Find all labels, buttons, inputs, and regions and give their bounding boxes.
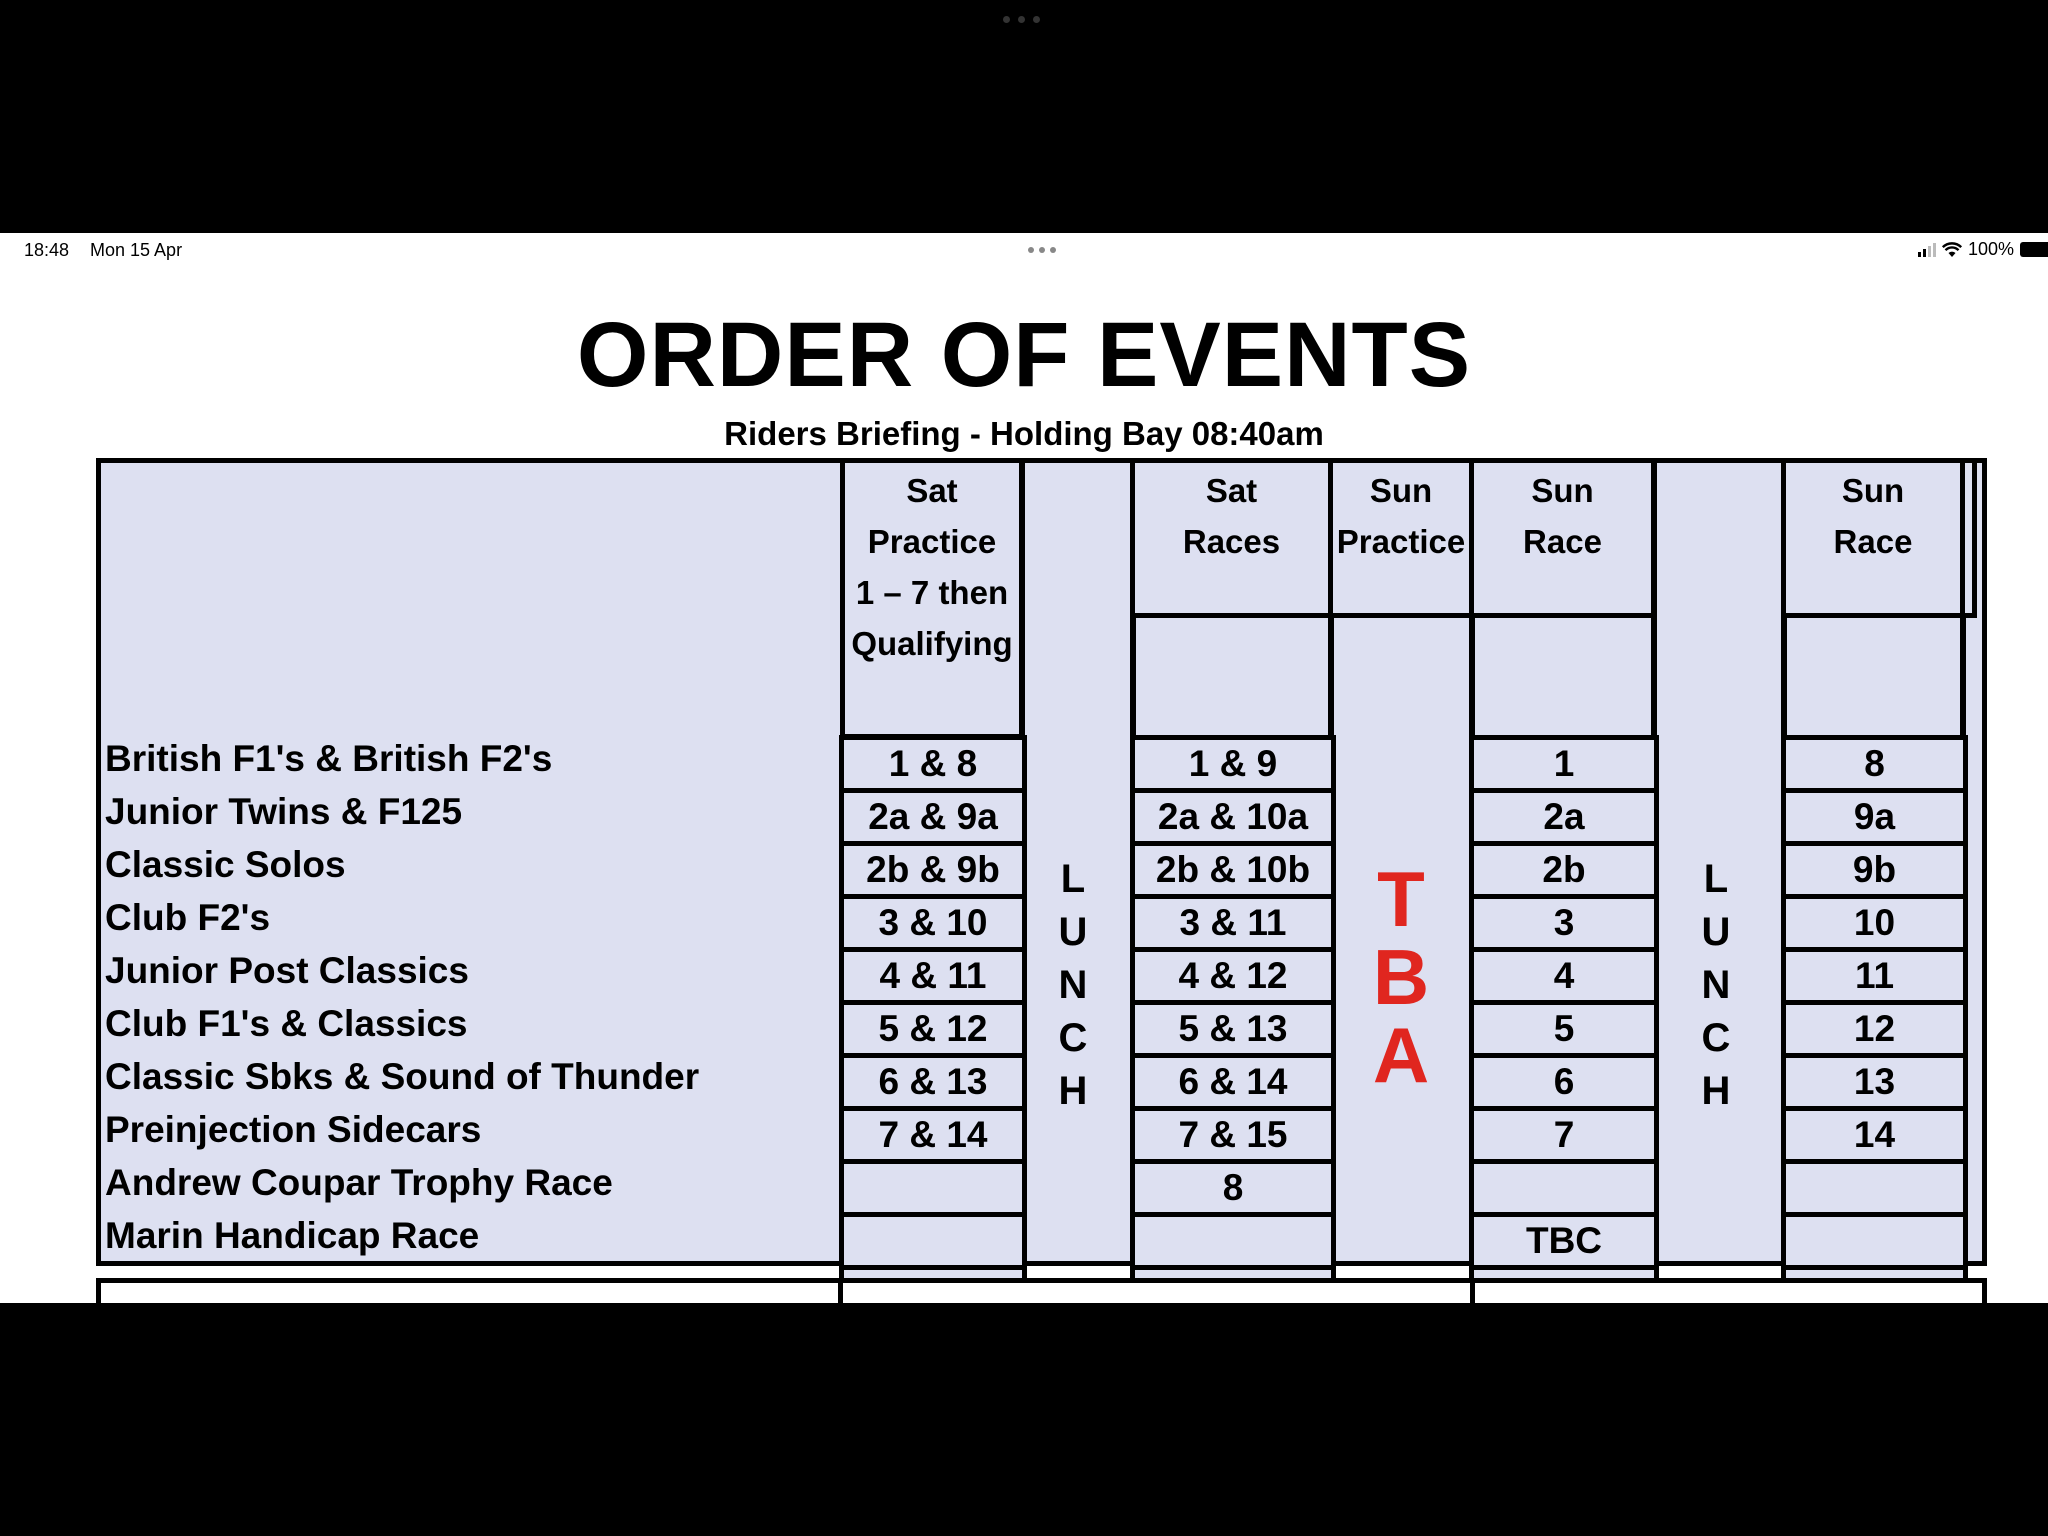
sat-practice-header: 1 – 7 then bbox=[855, 574, 1009, 611]
schedule-cell-sat-practice: 7 & 14 bbox=[839, 1106, 1027, 1164]
sat-races-header: Races bbox=[1182, 523, 1281, 560]
sun-practice-header: Practice bbox=[1336, 523, 1466, 560]
schedule-cell-sun-race-2 bbox=[1781, 1212, 1968, 1270]
schedule-cell-sun-race-1: 5 bbox=[1469, 1000, 1659, 1058]
status-time: 18:48 bbox=[24, 240, 70, 260]
lunch-label: H bbox=[1701, 1069, 1731, 1113]
schedule-cell-sat-races: 5 & 13 bbox=[1130, 1000, 1336, 1058]
battery-percent: 100% bbox=[1967, 239, 2014, 259]
schedule-cell-sat-practice: 4 & 11 bbox=[839, 947, 1027, 1005]
schedule-cell-sat-races: 2a & 10a bbox=[1130, 788, 1336, 846]
schedule-cell-sun-race-2: 10 bbox=[1781, 894, 1968, 952]
schedule-cell-sat-races: 2b & 10b bbox=[1130, 841, 1336, 899]
event-name: Andrew Coupar Trophy Race bbox=[105, 1162, 613, 1203]
status-bar bbox=[0, 233, 2048, 269]
schedule-cell-sat-practice: 5 & 12 bbox=[839, 1000, 1027, 1058]
schedule-cell-sun-race-2 bbox=[1781, 1159, 1968, 1217]
schedule-cell-sat-practice: 2b & 9b bbox=[839, 841, 1027, 899]
schedule-cell-sat-practice bbox=[839, 1212, 1027, 1270]
lunch-label: L bbox=[1703, 857, 1729, 901]
status-indicators bbox=[1918, 239, 2048, 260]
header-box bbox=[1960, 458, 1977, 618]
tba-label: T bbox=[1377, 855, 1425, 943]
app-screen bbox=[0, 233, 2048, 1303]
schedule-cell-sun-race-1: 3 bbox=[1469, 894, 1659, 952]
multitasking-handle[interactable] bbox=[1028, 247, 1056, 253]
events-table bbox=[96, 458, 1987, 1266]
lunch-label: C bbox=[1701, 1016, 1731, 1060]
event-name: Junior Post Classics bbox=[105, 950, 469, 991]
page-title: ORDER OF EVENTS bbox=[576, 304, 1472, 406]
lunch-label: U bbox=[1701, 910, 1731, 954]
sat-practice-header: Sat bbox=[906, 472, 958, 509]
event-name: British F1's & British F2's bbox=[105, 738, 553, 779]
schedule-cell-sat-races: 7 & 15 bbox=[1130, 1106, 1336, 1164]
sat-practice-header: Practice bbox=[867, 523, 997, 560]
page-subtitle: Riders Briefing - Holding Bay 08:40am bbox=[724, 415, 1324, 452]
schedule-cell-sun-race-2: 9b bbox=[1781, 841, 1968, 899]
top-handle bbox=[1003, 16, 1040, 23]
lunch-label: L bbox=[1060, 857, 1086, 901]
signal-icon bbox=[1918, 243, 1936, 257]
schedule-cell-sat-races: 6 & 14 bbox=[1130, 1053, 1336, 1111]
tba-label: B bbox=[1372, 933, 1430, 1021]
schedule-cell-sat-races bbox=[1130, 1212, 1336, 1270]
next-table-cell bbox=[96, 1278, 843, 1303]
schedule-cell-sun-race-1: 4 bbox=[1469, 947, 1659, 1005]
schedule-cell-sat-races: 3 & 11 bbox=[1130, 894, 1336, 952]
schedule-cell-sun-race-2: 8 bbox=[1781, 735, 1968, 793]
schedule-cell-sat-practice: 1 & 8 bbox=[839, 735, 1027, 793]
schedule-cell-sun-race-1: 2b bbox=[1469, 841, 1659, 899]
sun-race-header: Race bbox=[1523, 523, 1602, 560]
schedule-cell-sat-practice bbox=[839, 1159, 1027, 1217]
schedule-cell-sun-race-1: 1 bbox=[1469, 735, 1659, 793]
event-name: Club F2's bbox=[105, 897, 271, 938]
schedule-cell-sun-race-1: 6 bbox=[1469, 1053, 1659, 1111]
wifi-icon bbox=[1942, 242, 1962, 258]
schedule-cell-sat-races: 4 & 12 bbox=[1130, 947, 1336, 1005]
schedule-cell-sun-race-1 bbox=[1469, 1159, 1659, 1217]
schedule-cell-sat-races: 1 & 9 bbox=[1130, 735, 1336, 793]
lunch-label: U bbox=[1058, 910, 1088, 954]
schedule-cell-sat-practice: 3 & 10 bbox=[839, 894, 1027, 952]
event-name: Marin Handicap Race bbox=[105, 1215, 480, 1256]
status-date: Mon 15 Apr bbox=[90, 240, 183, 260]
lunch-label: N bbox=[1058, 963, 1088, 1007]
event-name: Club F1's & Classics bbox=[105, 1003, 468, 1044]
battery-icon bbox=[2020, 242, 2048, 257]
schedule-cell-sun-race-2: 14 bbox=[1781, 1106, 1968, 1164]
schedule-cell-sat-practice: 6 & 13 bbox=[839, 1053, 1027, 1111]
sat-practice-header: Qualifying bbox=[851, 625, 1013, 662]
lunch-label: H bbox=[1058, 1069, 1088, 1113]
schedule-cell-sun-race-2: 12 bbox=[1781, 1000, 1968, 1058]
next-table-cell bbox=[838, 1278, 1475, 1303]
lunch-label: C bbox=[1058, 1016, 1088, 1060]
schedule-cell-sun-race-1: 2a bbox=[1469, 788, 1659, 846]
schedule-cell-sun-race-1: TBC bbox=[1469, 1212, 1659, 1270]
lunch-label: N bbox=[1701, 963, 1731, 1007]
schedule-cell-sun-race-2: 13 bbox=[1781, 1053, 1968, 1111]
tba-label: A bbox=[1372, 1011, 1430, 1099]
sun-race-header: Sun bbox=[1841, 472, 1905, 509]
event-name: Preinjection Sidecars bbox=[105, 1109, 482, 1150]
schedule-cell-sun-race-1: 7 bbox=[1469, 1106, 1659, 1164]
sat-races-header: Sat bbox=[1205, 472, 1258, 509]
event-name: Classic Sbks & Sound of Thunder bbox=[105, 1056, 700, 1097]
sun-practice-header: Sun bbox=[1369, 472, 1433, 509]
sun-race-header: Race bbox=[1833, 523, 1913, 560]
schedule-cell-sat-practice: 2a & 9a bbox=[839, 788, 1027, 846]
sun-race-header: Sun bbox=[1531, 472, 1594, 509]
event-name: Junior Twins & F125 bbox=[105, 791, 463, 832]
event-name: Classic Solos bbox=[105, 844, 346, 885]
schedule-cell-sat-races: 8 bbox=[1130, 1159, 1336, 1217]
next-table-cell bbox=[1470, 1278, 1987, 1303]
schedule-cell-sun-race-2: 9a bbox=[1781, 788, 1968, 846]
schedule-cell-sun-race-2: 11 bbox=[1781, 947, 1968, 1005]
